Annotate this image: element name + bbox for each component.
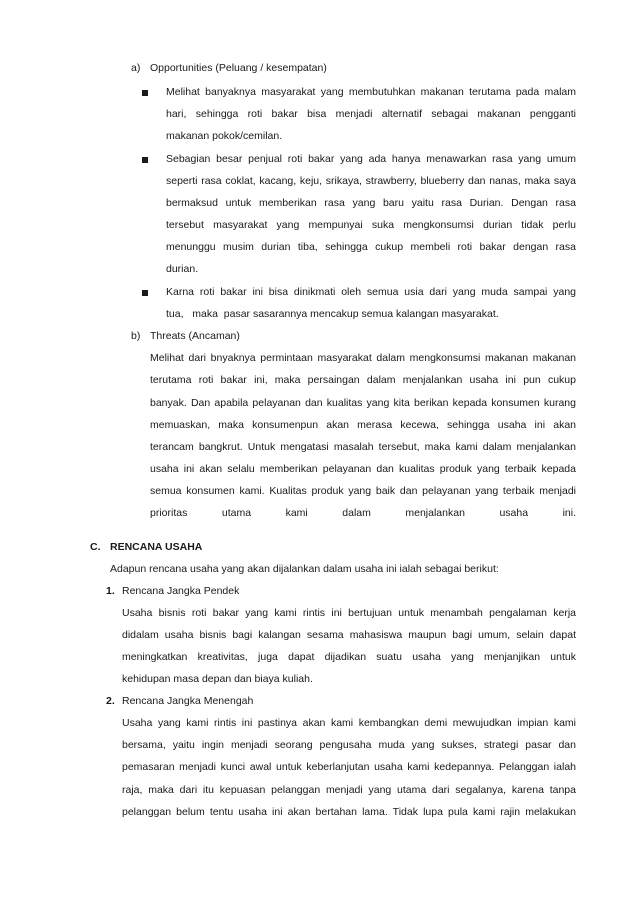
paragraph-line: bersama, yaitu ingin menjadi seorang pengusaha muda yang sukses, strategi pasar dan <box>122 739 576 751</box>
paragraph-line: bermaksud untuk memberikan rasa yang baru yaitu rasa Durian. Dengan rasa <box>166 197 576 209</box>
paragraph-line: kehidupan masa depan dan biaya kuliah. <box>122 673 313 685</box>
paragraph-line: didalam usaha bisnis bagi kalangan sesama mahasiswa maupun bagi umum, selain dapat <box>122 629 576 641</box>
paragraph-line: tersebut masyarakat yang mempunyai suka mengkonsumsi durian tidak perlu <box>166 219 576 231</box>
paragraph-line: makanan pokok/cemilan. <box>166 130 283 142</box>
square-bullet-icon <box>142 290 148 296</box>
paragraph-line: Melihat banyaknya masyarakat yang membutuhkan makanan terutama pada malam <box>166 86 576 98</box>
paragraph-line: menunggu musim durian tiba, sehingga cukup membeli roti bakar dengan rasa <box>166 241 576 253</box>
item-number-1: 1. <box>106 585 115 597</box>
square-bullet-icon <box>142 90 148 96</box>
paragraph-line: seperti rasa coklat, kacang, keju, srikaya, strawberry, blueberry dan nanas, maka saya <box>166 175 576 187</box>
paragraph-line: Melihat dari bnyaknya permintaan masyarakat dalam mengkonsumsi makanan makanan <box>150 352 576 364</box>
paragraph-line: pelanggan belum tentu usaha ini akan bertahan lama. Tidak lupa pula kami rajin melakukan <box>122 806 576 818</box>
paragraph-line: tua, maka pasar sasarannya mencakup semua kalangan masyarakat. <box>166 308 499 320</box>
paragraph-line: terancam bangkrut. Untuk mengatasi masalah tersebut, maka kami dalam menjalankan <box>150 441 576 453</box>
list-marker-b: b) <box>131 330 141 342</box>
paragraph-line: Karna roti bakar ini bisa dinikmati oleh semua usia dari yang muda sampai yang <box>166 286 576 298</box>
paragraph-line: semua konsumen kami. Kualitas produk yang baik dan pelayanan yang terbaik menjadi <box>150 485 576 497</box>
list-marker-a: a) <box>131 62 141 74</box>
paragraph-line: durian. <box>166 263 199 275</box>
item-number-2: 2. <box>106 695 115 707</box>
paragraph-line: prioritas utama kami dalam menjalankan usaha ini. <box>150 507 576 519</box>
section-c-heading: RENCANA USAHA <box>110 541 203 553</box>
paragraph-line: Sebagian besar penjual roti bakar yang ada hanya menawarkan rasa yang umum <box>166 153 576 165</box>
paragraph-line: terutama roti bakar ini, maka persaingan dalam menjalankan usaha ini pun cukup <box>150 374 576 386</box>
paragraph-line: Usaha bisnis roti bakar yang kami rintis ini bertujuan untuk menambah pengalaman kerja <box>122 607 576 619</box>
square-bullet-icon <box>142 157 148 163</box>
opportunities-heading: Opportunities (Peluang / kesempatan) <box>150 62 327 74</box>
paragraph-line: Usaha yang kami rintis ini pastinya akan kami kembangkan demi mewujudkan impian kami <box>122 717 576 729</box>
paragraph-line: usaha ini akan selalu memberikan pelayanan dan kualitas produk yang terbaik kepada <box>150 463 576 475</box>
paragraph-line: memuaskan, maka konsumenpun akan merasa kecewa, sehingga usaha ini akan <box>150 419 576 431</box>
paragraph-line: hari, sehingga roti bakar bisa menjadi alternatif sebagai makanan pengganti <box>166 108 576 120</box>
paragraph-line: banyak. Dan apabila pelayanan dan kualitas yang kita berikan kepada konsumen kurang <box>150 397 576 409</box>
section-c-marker: C. <box>90 541 101 553</box>
paragraph-line: raja, maka dari itu kepuasan pelanggan menjadi yang utama dari segalanya, karena tanpa <box>122 784 576 796</box>
paragraph-line: pemasaran menjadi kunci awal untuk keberlanjutan usaha kami kedepannya. Pelanggan ialah <box>122 761 576 773</box>
paragraph-line: meningkatkan kreativitas, juga dapat dijadikan suatu usaha yang menjanjikan untuk <box>122 651 576 663</box>
section-c-intro: Adapun rencana usaha yang akan dijalankan dalam usaha ini ialah sebagai berikut: <box>110 563 499 575</box>
item-title-mid-term: Rencana Jangka Menengah <box>122 695 254 707</box>
item-title-short-term: Rencana Jangka Pendek <box>122 585 240 597</box>
threats-heading: Threats (Ancaman) <box>150 330 240 342</box>
